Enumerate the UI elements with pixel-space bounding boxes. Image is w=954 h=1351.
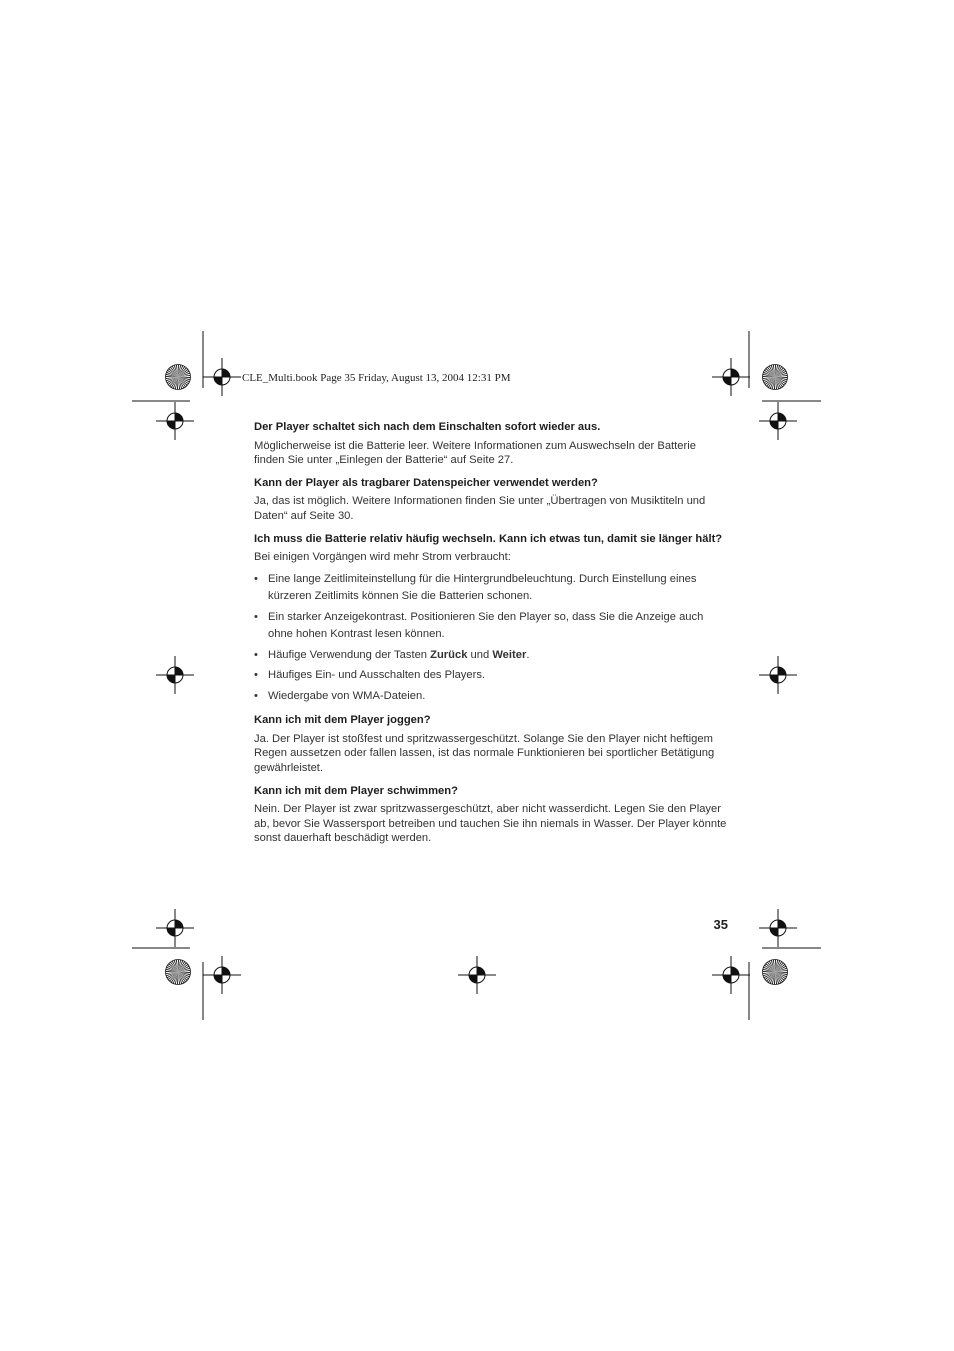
registration-quadrant [770, 675, 778, 683]
registration-quadrant [222, 369, 230, 377]
registration-quadrant [167, 675, 175, 683]
list-item-text: Häufige Verwendung der Tasten [268, 648, 431, 661]
list-item: • Wiedergabe von WMA-Dateien. [254, 688, 728, 706]
registration-quadrant [731, 967, 739, 975]
faq-section-swimming [254, 784, 728, 846]
list-item-text: und [467, 648, 493, 661]
registration-quadrant [778, 413, 786, 421]
registration-quadrant [723, 975, 731, 983]
faq-section-storage [254, 476, 728, 524]
question-heading: Ich muss die Batterie relativ häufig wechseln. Kann ich etwas tun, damit sie länger hält? [254, 532, 723, 545]
key-name-next: Weiter [492, 648, 527, 661]
list-item: • Eine lange Zeitlimiteinstellung für die Hintergrundbeleuchtung. Durch Einstellung eines kürzeren Zeitlimits können Sie die Batterien schonen. [254, 571, 728, 606]
faq-content [254, 420, 728, 854]
question-heading: Kann der Player als tragbarer Datenspeicher verwendet werden? [254, 476, 598, 489]
page-number: 35 [713, 917, 728, 932]
registration-quadrant [214, 377, 222, 385]
registration-quadrant [175, 413, 183, 421]
answer-text: Bei einigen Vorgängen wird mehr Strom verbraucht: [254, 551, 511, 564]
registration-quadrant [167, 928, 175, 936]
answer-text: Ja, das ist möglich. Weitere Informationen finden Sie unter „Übertragen von Musiktiteln und Daten“ auf Seite 30. [254, 495, 706, 522]
list-item: • Häufiges Ein- und Ausschalten des Players. [254, 667, 728, 685]
registration-quadrant [731, 369, 739, 377]
list-item: • Ein starker Anzeigekontrast. Positionieren Sie den Player so, dass Sie die Anzeige auch ohne hohen Kontrast lesen können. [254, 609, 728, 644]
faq-section-battery [254, 532, 728, 706]
registration-quadrant [778, 920, 786, 928]
registration-quadrant [723, 377, 731, 385]
faq-section-jogging [254, 713, 728, 775]
registration-quadrant [167, 421, 175, 429]
answer-text: Möglicherweise ist die Batterie leer. Weitere Informationen zum Auswechseln der Batterie finden Sie unter „Einlegen der Batterie“ auf Seite 27. [254, 439, 696, 467]
question-heading: Der Player schaltet sich nach dem Einschalten sofort wieder aus. [254, 421, 601, 433]
faq-section-power [254, 420, 728, 468]
print-slug-line: CLE_Multi.book Page 35 Friday, August 13, 2004 12:31 PM [242, 372, 511, 384]
registration-quadrant [175, 667, 183, 675]
key-name-back: Zurück [430, 648, 468, 661]
question-heading: Kann ich mit dem Player schwimmen? [254, 784, 458, 797]
bullet-list [254, 571, 728, 706]
list-item-text: . [526, 648, 530, 661]
registration-quadrant [222, 967, 230, 975]
registration-quadrant [214, 975, 222, 983]
answer-text: Ja. Der Player ist stoßfest und spritzwassergeschützt. Solange Sie den Player nicht heftigem Regen aussetzen oder fallen lassen, ist das normale Funktionieren bei sportlicher Betätigung gewährleistet. [254, 732, 715, 775]
registration-quadrant [770, 421, 778, 429]
registration-quadrant [770, 928, 778, 936]
answer-text: Nein. Der Player ist zwar spritzwassergeschützt, aber nicht wasserdicht. Legen Sie den Player ab, bevor Sie Wassersport betreiben und tauchen Sie ihn niemals in Wasser. Der Player könnte sonst dauerhaft beschädigt werden. [254, 803, 727, 845]
list-item [254, 647, 728, 665]
question-heading: Kann ich mit dem Player joggen? [254, 714, 431, 727]
registration-quadrant [477, 967, 485, 975]
registration-quadrant [175, 920, 183, 928]
registration-quadrant [778, 667, 786, 675]
registration-quadrant [469, 975, 477, 983]
